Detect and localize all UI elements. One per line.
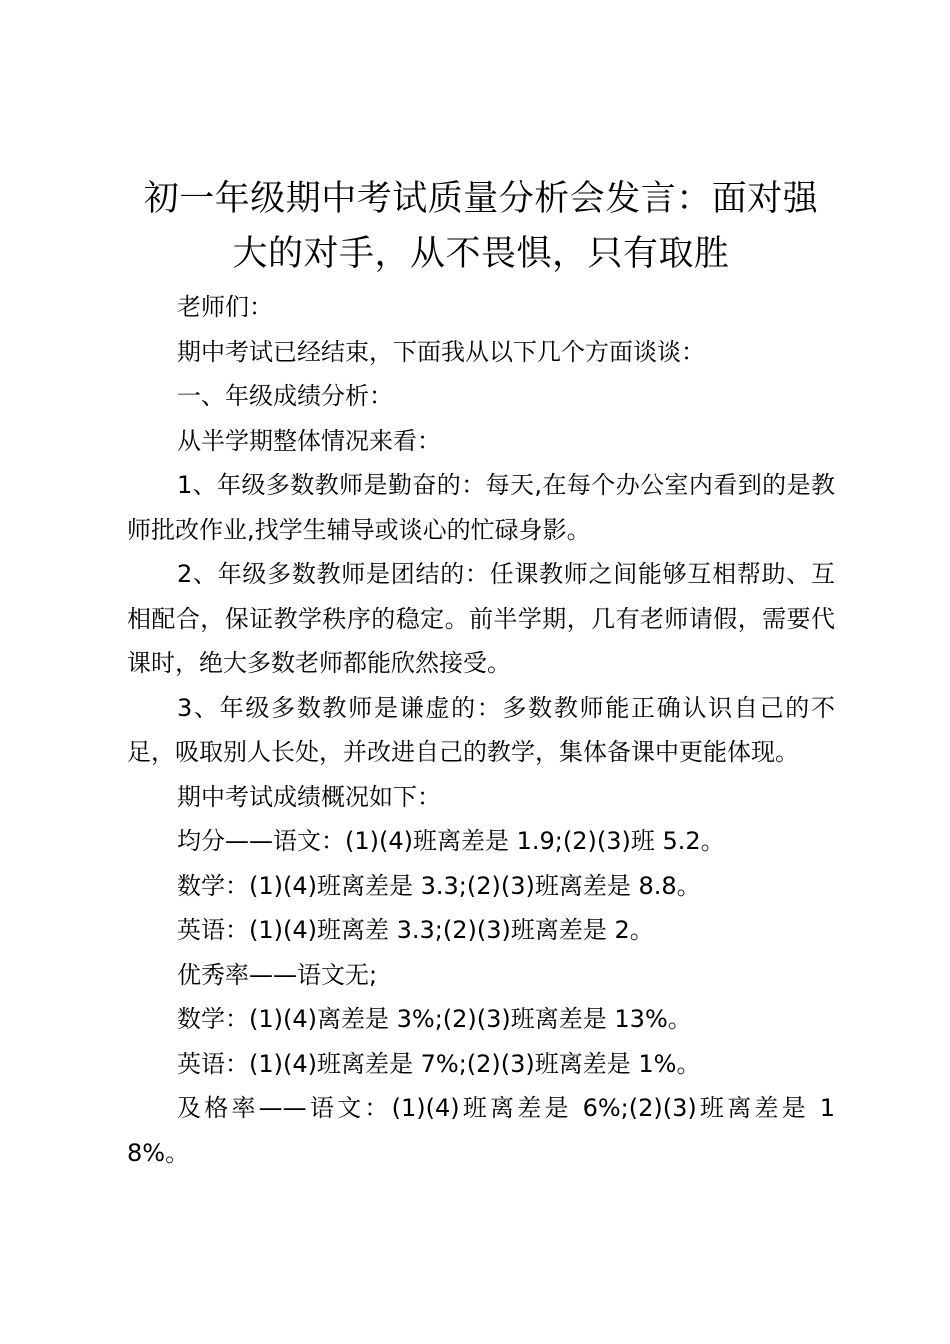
paragraph-greeting: 老师们：	[177, 293, 273, 321]
paragraph-point-3: 3、年级多数教师是谦虚的：多数教师能正确认识自己的不足，吸取别人长处，并改进自己的教学，集体备课中更能体现。	[127, 693, 835, 766]
paragraph-average-english: 英语：(1)(4)班离差 3.3;(2)(3)班离差是 2。	[177, 916, 654, 944]
document-title: 初一年级期中考试质量分析会发言：面对强大的对手，从不畏惧，只有取胜	[143, 179, 819, 274]
paragraph-results-intro: 期中考试成绩概况如下：	[177, 782, 441, 811]
section-heading: 一、年级成绩分析：	[177, 382, 393, 410]
document-page	[127, 172, 835, 1175]
paragraph-excellent-math: 数学：(1)(4)离差是 3%;(2)(3)班离差是 13%。	[177, 1005, 692, 1033]
paragraph-average-math: 数学：(1)(4)班离差是 3.3;(2)(3)班离差是 8.8。	[177, 871, 701, 900]
paragraph-pass-chinese: 及格率——语文：(1)(4)班离差是 6%;(2)(3)班离差是 18%。	[127, 1094, 835, 1167]
paragraph-average-chinese: 均分——语文：(1)(4)班离差是 1.9;(2)(3)班 5.2。	[177, 827, 725, 855]
document-body	[127, 285, 835, 1175]
paragraph-excellent-english: 英语：(1)(4)班离差是 7%;(2)(3)班离差是 1%。	[177, 1049, 701, 1078]
paragraph-excellent-chinese: 优秀率——语文无;	[177, 960, 378, 989]
paragraph-point-1: 1、年级多数教师是勤奋的：每天,在每个办公室内看到的是教师批改作业,找学生辅导或谈心的忙碌身影。	[127, 471, 835, 544]
paragraph-point-2: 2、年级多数教师是团结的：任课教师之间能够互相帮助、互相配合，保证教学秩序的稳定。前半学期，几有老师请假，需要代课时，绝大多数老师都能欣然接受。	[127, 560, 835, 677]
paragraph-intro: 期中考试已经结束，下面我从以下几个方面谈谈：	[177, 337, 705, 366]
paragraph-overview: 从半学期整体情况来看：	[177, 426, 441, 455]
